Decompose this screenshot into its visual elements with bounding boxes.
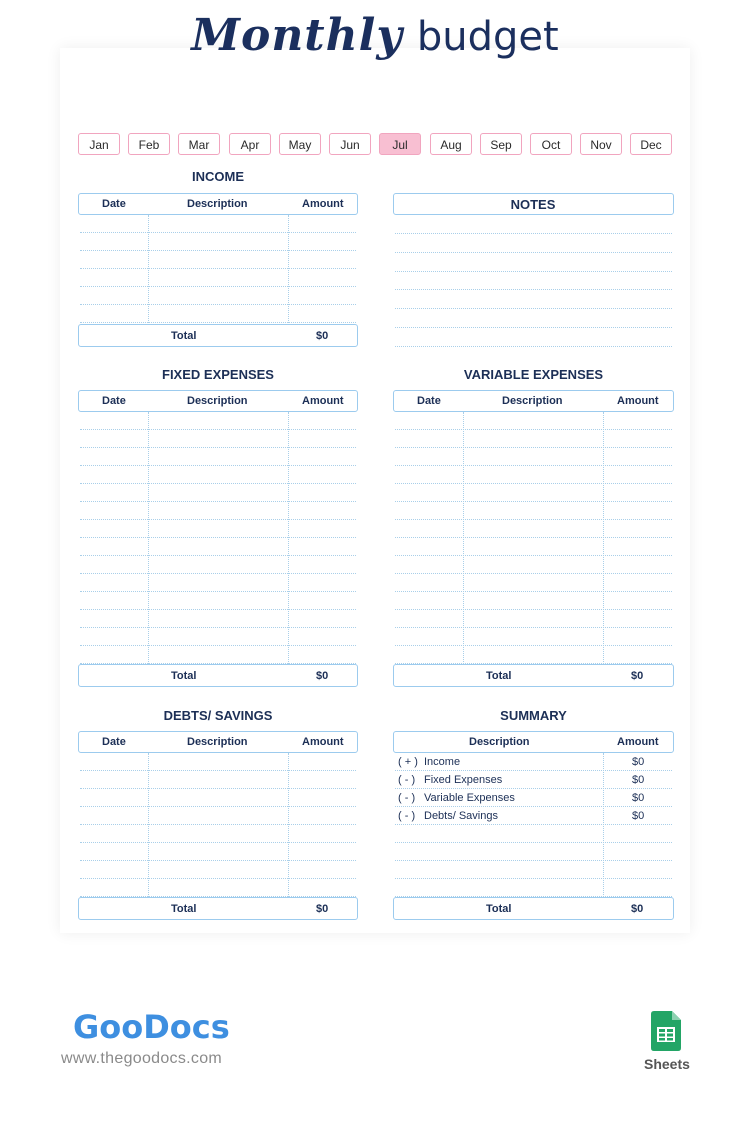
summary-label: Debts/ Savings xyxy=(424,810,498,822)
ruled-line xyxy=(80,860,356,861)
ruled-line xyxy=(80,788,356,789)
ruled-line xyxy=(80,268,356,269)
col-amount: Amount xyxy=(617,395,659,407)
col-amount: Amount xyxy=(617,736,659,748)
notes-title: NOTES xyxy=(510,197,556,212)
income-total-label: Total xyxy=(171,330,197,342)
month-oct[interactable]: Oct xyxy=(530,133,572,155)
summary-sign: ( - ) xyxy=(398,810,416,822)
ruled-line xyxy=(80,304,356,305)
month-aug[interactable]: Aug xyxy=(430,133,472,155)
income-total-value: $0 xyxy=(316,330,329,342)
title-script: Monthly xyxy=(191,10,403,61)
fixed-total-value: $0 xyxy=(316,670,329,682)
ruled-line xyxy=(395,824,672,825)
summary-sign: ( - ) xyxy=(398,792,416,804)
ruled-line xyxy=(80,591,356,592)
ruled-line xyxy=(395,501,672,502)
summary-value: $0 xyxy=(632,774,645,786)
ruled-line xyxy=(80,806,356,807)
ruled-line xyxy=(395,788,672,789)
month-mar[interactable]: Mar xyxy=(178,133,220,155)
notes-area[interactable] xyxy=(395,215,672,347)
col-date: Date xyxy=(102,198,126,210)
website-url: www.thegoodocs.com xyxy=(61,1050,223,1067)
summary-title: SUMMARY xyxy=(500,708,567,723)
debts-title: DEBTS/ SAVINGS xyxy=(163,708,273,723)
column-divider xyxy=(288,215,289,323)
summary-label: Income xyxy=(424,756,461,768)
month-jun[interactable]: Jun xyxy=(329,133,371,155)
column-divider xyxy=(148,412,149,664)
ruled-line xyxy=(395,573,672,574)
ruled-line xyxy=(395,308,672,309)
ruled-line xyxy=(80,824,356,825)
ruled-line xyxy=(80,770,356,771)
column-divider xyxy=(148,215,149,323)
fixed-title: FIXED EXPENSES xyxy=(162,367,274,382)
variable-title: VARIABLE EXPENSES xyxy=(463,367,604,382)
ruled-line xyxy=(395,447,672,448)
ruled-line xyxy=(80,842,356,843)
col-amount: Amount xyxy=(302,198,344,210)
ruled-line xyxy=(80,627,356,628)
summary-value: $0 xyxy=(632,756,645,768)
month-nov[interactable]: Nov xyxy=(580,133,622,155)
ruled-line xyxy=(395,271,672,272)
month-jul[interactable]: Jul xyxy=(379,133,421,155)
debts-total xyxy=(78,897,358,920)
ruled-line xyxy=(395,627,672,628)
ruled-line xyxy=(395,327,672,328)
ruled-line xyxy=(395,591,672,592)
ruled-line xyxy=(395,483,672,484)
col-date: Date xyxy=(417,395,441,407)
summary-sign: ( + ) xyxy=(398,756,418,768)
ruled-line xyxy=(80,878,356,879)
ruled-line xyxy=(80,232,356,233)
ruled-line xyxy=(80,537,356,538)
summary-total-value: $0 xyxy=(631,903,644,915)
col-description: Description xyxy=(469,736,530,748)
column-divider xyxy=(603,753,604,897)
ruled-line xyxy=(395,346,672,347)
ruled-line xyxy=(80,483,356,484)
column-divider xyxy=(148,753,149,897)
income-total xyxy=(78,324,358,347)
fixed-header xyxy=(78,390,358,412)
column-divider xyxy=(603,412,604,664)
summary-value: $0 xyxy=(632,792,645,804)
summary-header xyxy=(393,731,674,753)
debts-total-value: $0 xyxy=(316,903,329,915)
ruled-line xyxy=(395,519,672,520)
ruled-line xyxy=(395,233,672,234)
debts-rows[interactable] xyxy=(80,753,356,897)
fixed-total-label: Total xyxy=(171,670,197,682)
ruled-line xyxy=(80,501,356,502)
income-header xyxy=(78,193,358,215)
summary-label: Variable Expenses xyxy=(424,792,515,804)
month-may[interactable]: May xyxy=(279,133,321,155)
sheets-label: Sheets xyxy=(644,1056,690,1072)
ruled-line xyxy=(395,645,672,646)
debts-total-label: Total xyxy=(171,903,197,915)
google-sheets-icon xyxy=(651,1011,681,1051)
ruled-line xyxy=(80,286,356,287)
ruled-line xyxy=(395,289,672,290)
notes-header xyxy=(393,193,674,215)
column-divider xyxy=(288,753,289,897)
income-rows[interactable] xyxy=(80,215,356,323)
title-plain: budget xyxy=(416,14,559,60)
col-date: Date xyxy=(102,395,126,407)
ruled-line xyxy=(395,806,672,807)
col-description: Description xyxy=(502,395,563,407)
col-description: Description xyxy=(187,198,248,210)
month-feb[interactable]: Feb xyxy=(128,133,170,155)
ruled-line xyxy=(80,645,356,646)
ruled-line xyxy=(395,465,672,466)
ruled-line xyxy=(395,860,672,861)
month-apr[interactable]: Apr xyxy=(229,133,271,155)
ruled-line xyxy=(395,537,672,538)
summary-sign: ( - ) xyxy=(398,774,416,786)
variable-total xyxy=(393,664,674,687)
ruled-line xyxy=(395,609,672,610)
variable-total-value: $0 xyxy=(631,670,644,682)
summary-value: $0 xyxy=(632,810,645,822)
ruled-line xyxy=(80,573,356,574)
variable-header xyxy=(393,390,674,412)
fixed-rows[interactable] xyxy=(80,412,356,664)
summary-total xyxy=(393,897,674,920)
ruled-line xyxy=(80,322,356,323)
debts-header xyxy=(78,731,358,753)
variable-rows[interactable] xyxy=(395,412,672,664)
ruled-line xyxy=(80,555,356,556)
column-divider xyxy=(463,412,464,664)
col-description: Description xyxy=(187,395,248,407)
ruled-line xyxy=(395,770,672,771)
fixed-total xyxy=(78,664,358,687)
variable-total-label: Total xyxy=(486,670,512,682)
ruled-line xyxy=(395,429,672,430)
month-sep[interactable]: Sep xyxy=(480,133,522,155)
ruled-line xyxy=(80,609,356,610)
col-date: Date xyxy=(102,736,126,748)
column-divider xyxy=(288,412,289,664)
ruled-line xyxy=(80,429,356,430)
col-amount: Amount xyxy=(302,395,344,407)
col-description: Description xyxy=(187,736,248,748)
summary-label: Fixed Expenses xyxy=(424,774,503,786)
month-jan[interactable]: Jan xyxy=(78,133,120,155)
ruled-line xyxy=(395,842,672,843)
ruled-line xyxy=(80,250,356,251)
summary-total-label: Total xyxy=(486,903,512,915)
col-amount: Amount xyxy=(302,736,344,748)
ruled-line xyxy=(80,519,356,520)
ruled-line xyxy=(80,465,356,466)
ruled-line xyxy=(395,252,672,253)
income-title: INCOME xyxy=(192,169,244,184)
ruled-line xyxy=(395,555,672,556)
goodocs-logo: GooDocs xyxy=(73,1008,230,1046)
ruled-line xyxy=(80,447,356,448)
month-dec[interactable]: Dec xyxy=(630,133,672,155)
ruled-line xyxy=(395,878,672,879)
month-selector xyxy=(78,133,674,157)
page-title xyxy=(0,10,750,61)
